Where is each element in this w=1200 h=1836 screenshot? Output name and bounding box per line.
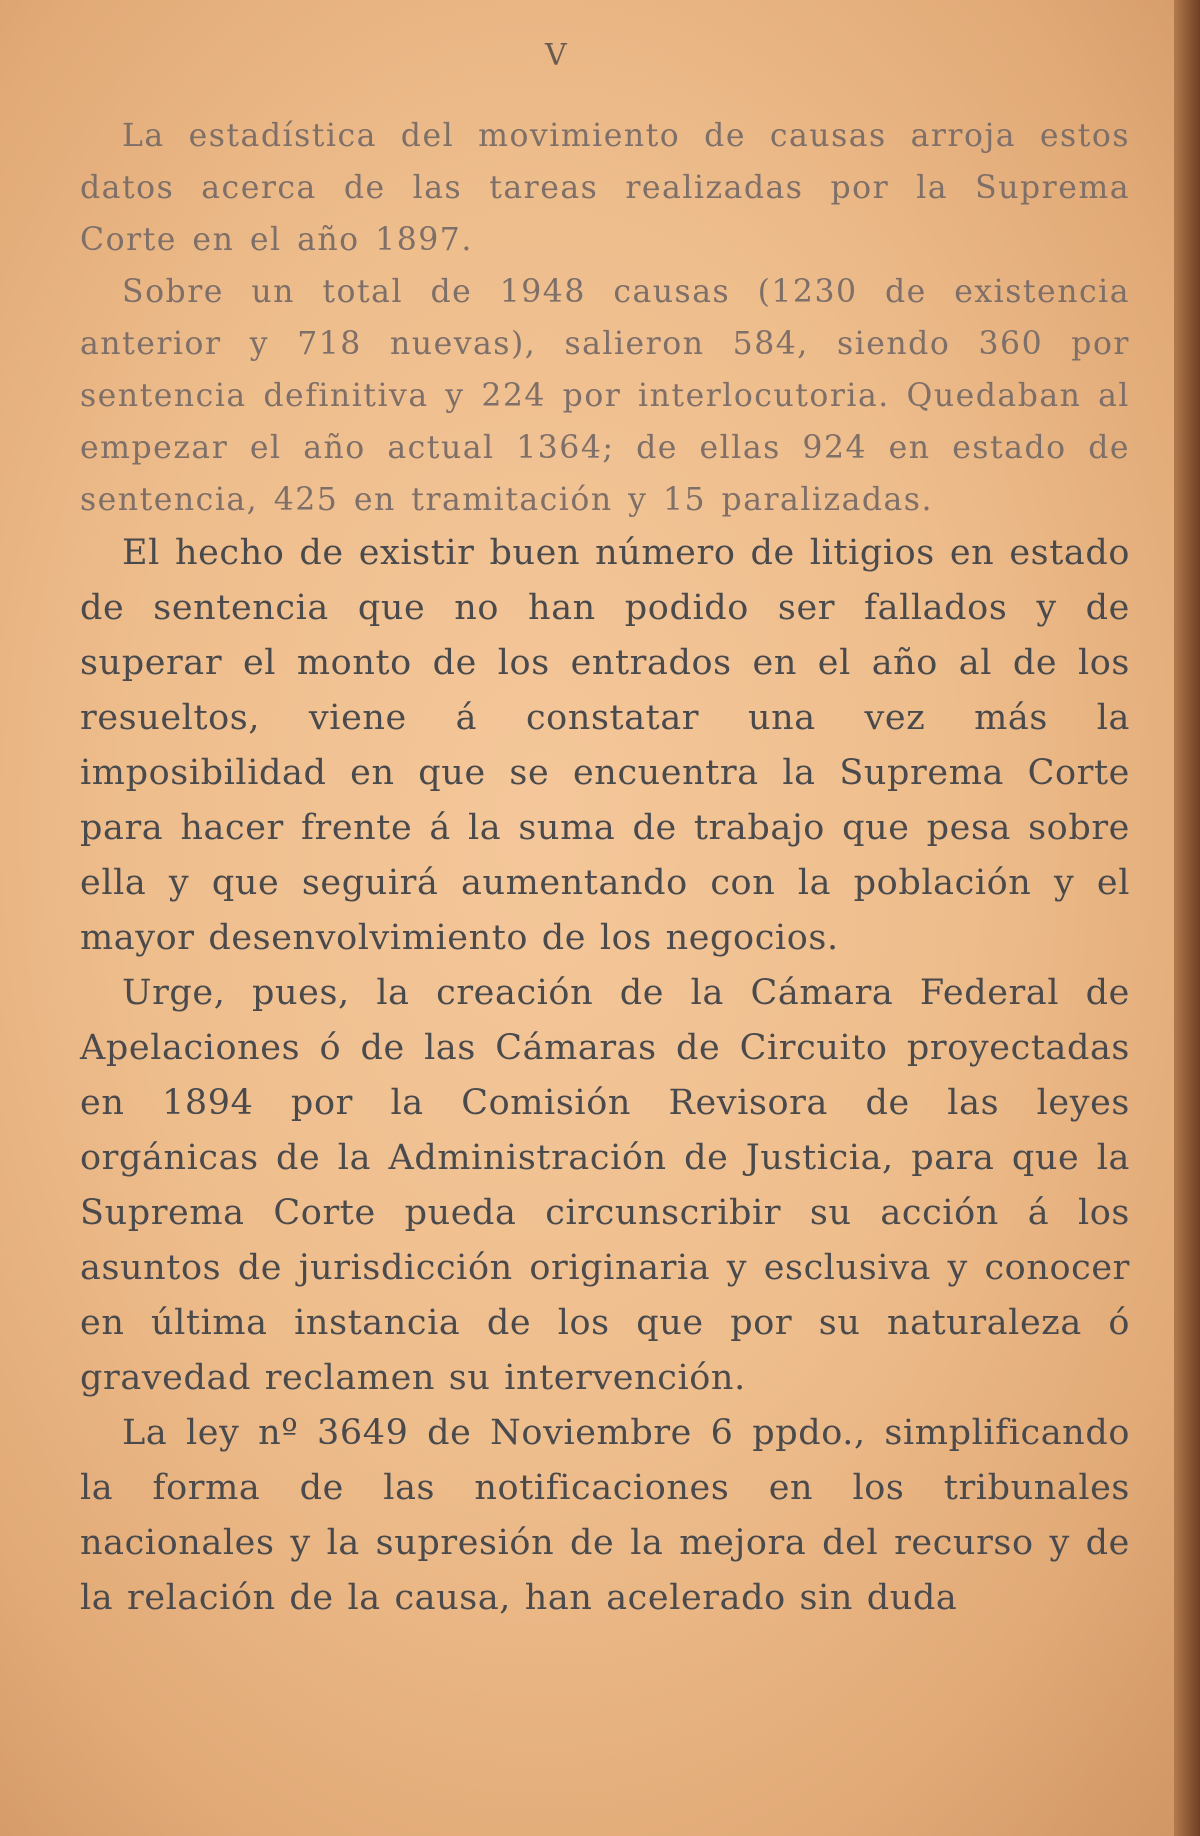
paragraph-appeals-chamber: Urge, pues, la creación de la Cámara Federal de Apelaciones ó de las Cámaras de Circuito proyectadas en 1894 por la Comisión Revisora de las leyes orgánicas de la Administración de Justicia, para que la Suprema Corte pueda circunscribir su acción á los asuntos de jurisdicción originaria y esclusiva y conocer en última instancia de los que por su naturaleza ó gravedad reclamen su intervención. — [80, 973, 1130, 1398]
paragraph-pending-cases: El hecho de existir buen número de litigios en estado de sentencia que no han podido ser fallados y de superar el monto de los entrados en el año al de los resueltos, viene á constatar una vez más la imposibilidad en que se encuentra la Suprema Corte para hacer frente á la suma de trabajo que pesa sobre ella y que seguirá aumentando con la población y el mayor desenvolvimiento de los negocios. — [80, 533, 1130, 958]
page-number: V — [545, 38, 569, 73]
paragraph-law-3649: La ley nº 3649 de Noviembre 6 ppdo., simplificando la forma de las notificaciones en los tribunales nacionales y la supresión de la mejora del recurso y de la relación de la causa, han acelerado sin duda — [80, 1413, 1130, 1618]
page-edge-shadow — [1174, 0, 1200, 1836]
body-text — [80, 110, 1130, 1626]
paragraph-case-totals: Sobre un total de 1948 causas (1230 de existencia anterior y 718 nuevas), salieron 584, siendo 360 por sentencia definitiva y 224 por interlocutoria. Quedaban al empezar el año actual 1364; de ellas 924 en estado de sentencia, 425 en tramitación y 15 paralizadas. — [80, 274, 1130, 518]
paragraph-statistics-intro: La estadística del movimiento de causas arroja estos datos acerca de las tareas realizadas por la Suprema Corte en el año 1897. — [80, 118, 1130, 258]
